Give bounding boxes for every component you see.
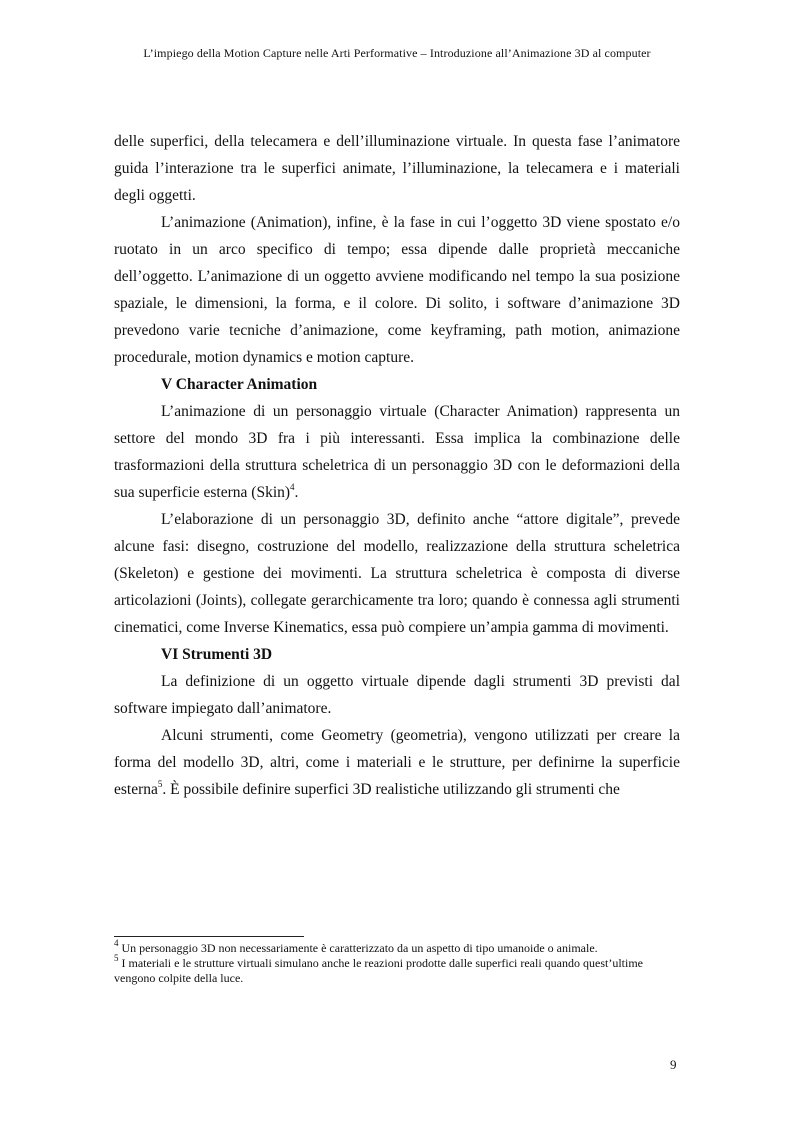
paragraph-tools-text-continued: . È possibile definire superfici 3D realistiche utilizzando gli strumenti che xyxy=(162,781,620,798)
paragraph-illumination: delle superfici, della telecamera e dell’illuminazione virtuale. In questa fase l’animatore guida l’interazione tra le superfici animate, l’illuminazione, la telecamera e i materiali degli oggetti. xyxy=(114,133,680,204)
footnote-ref-4: 4 xyxy=(290,481,295,492)
paragraph-tools-text: Alcuni strumenti, come Geometry (geometria), vengono utilizzati per creare la forma del modello 3D, altri, come i materiali e le strutture, per definirne la superficie esterna xyxy=(114,727,680,798)
footnote-number-5: 5 xyxy=(114,953,119,963)
section-heading-character-animation: V Character Animation xyxy=(161,376,318,393)
running-header: L’impiego della Motion Capture nelle Arti Performative – Introduzione all’Animazione 3D al computer xyxy=(143,46,651,60)
paragraph-character-animation-text: L’animazione di un personaggio virtuale (Character Animation) rappresenta un settore del mondo 3D fra i più interessanti. Essa implica la combinazione delle trasformazioni della struttura scheletrica di un personaggio 3D con le deformazioni della sua superficie esterna (Skin) xyxy=(114,403,680,501)
footnotes xyxy=(114,938,680,986)
paragraph-animation: L’animazione (Animation), infine, è la fase in cui l’oggetto 3D viene spostato e/o ruotato in un arco specifico di tempo; essa dipende dalle proprietà meccaniche dell’oggetto. L’animazione di un oggetto avviene modificando nel tempo la sua posizione spaziale, le dimensioni, la forma, e il colore. Di solito, i software d’animazione 3D prevedono varie tecniche d’animazione, come keyframing, path motion, animazione procedurale, motion dynamics e motion capture. xyxy=(114,214,680,366)
footnote-number-4: 4 xyxy=(114,938,119,948)
page-number: 9 xyxy=(670,1057,677,1072)
footnote-4 xyxy=(114,938,680,956)
footnote-text-5: I materiali e le strutture virtuali simulano anche le reazioni prodotte dalle superfici reali quando quest’ultime vengono colpite della luce. xyxy=(114,956,643,985)
paragraph-tools xyxy=(114,722,680,803)
footnote-text-4: Un personaggio 3D non necessariamente è caratterizzato da un aspetto di tipo umanoide o animale. xyxy=(118,941,598,955)
paragraph-virtual-object: La definizione di un oggetto virtuale dipende dagli strumenti 3D previsti dal software impiegato dall’animatore. xyxy=(114,673,680,717)
footnote-divider xyxy=(114,936,304,937)
body-text xyxy=(114,128,680,803)
footnote-ref-5: 5 xyxy=(157,778,163,789)
paragraph-character-animation xyxy=(114,398,680,506)
footnote-5 xyxy=(114,953,680,986)
paragraph-character-animation-end: . xyxy=(294,484,299,501)
paragraph-digital-actor: L’elaborazione di un personaggio 3D, definito anche “attore digitale”, prevede alcune fasi: disegno, costruzione del modello, realizzazione della struttura scheletrica (Skeleton) e gestione dei movimenti. La struttura scheletrica è composta di diverse articolazioni (Joints), collegate gerarchicamente tra loro; quando è connessa agli strumenti cinematici, come Inverse Kinematics, essa può compiere un’ampia gamma di movimenti. xyxy=(114,511,680,636)
section-heading-3d-tools: VI Strumenti 3D xyxy=(161,646,273,663)
